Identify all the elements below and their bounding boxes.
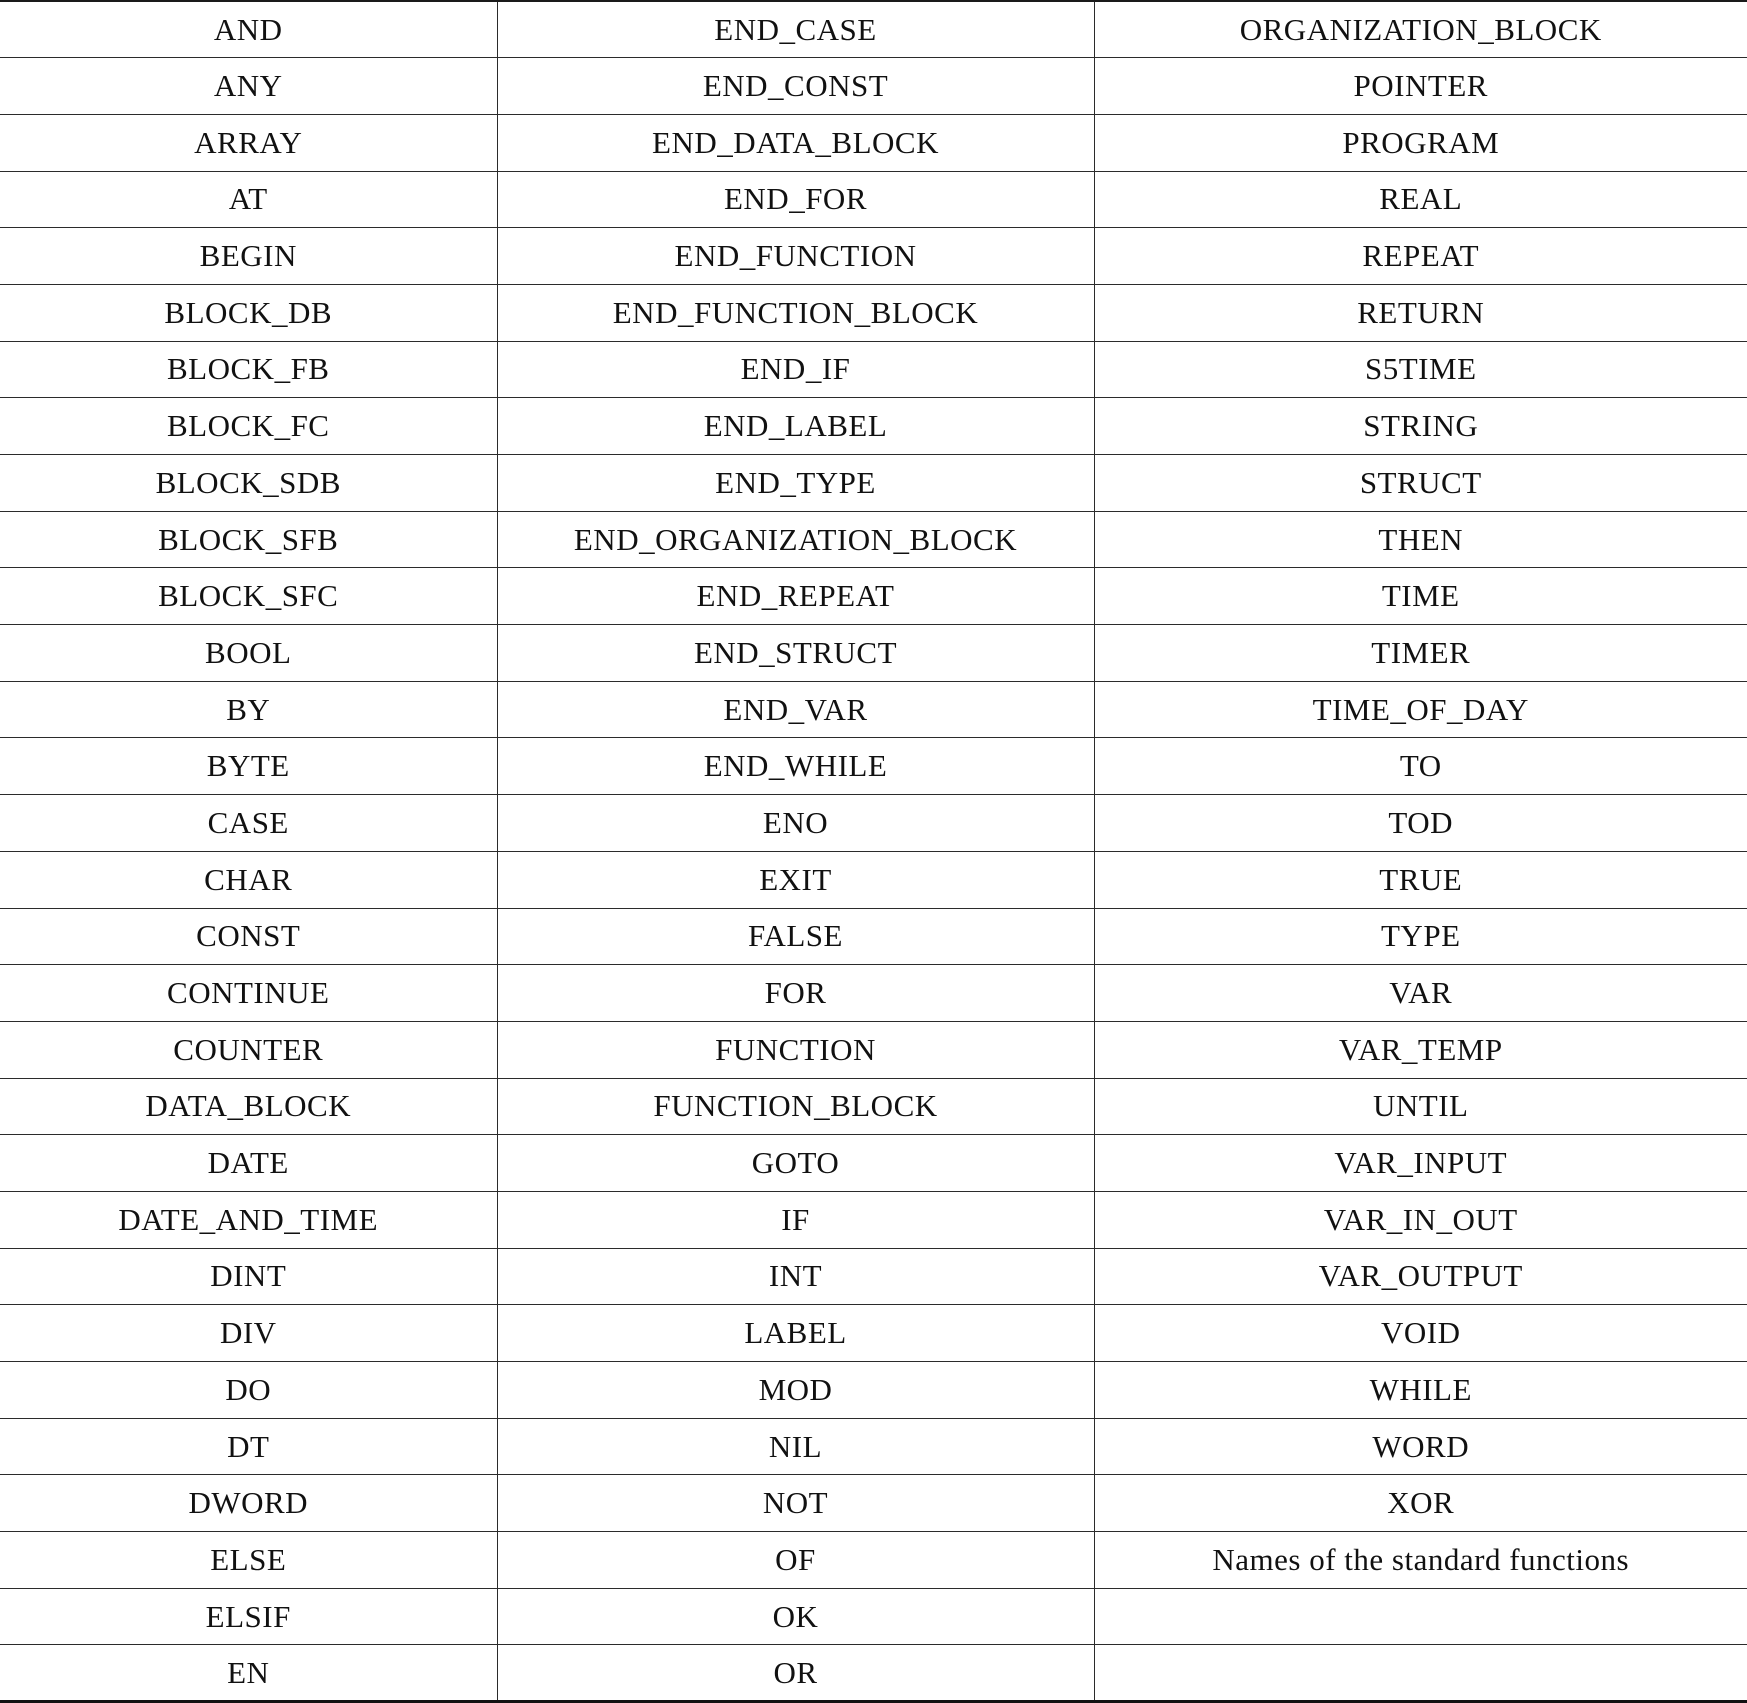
table-cell: BLOCK_DB	[0, 284, 497, 341]
table-cell: AT	[0, 171, 497, 228]
table-cell: DO	[0, 1362, 497, 1419]
keyword-table-body	[0, 1, 1747, 1702]
table-cell: END_FUNCTION_BLOCK	[497, 284, 1094, 341]
table-row	[0, 681, 1747, 738]
table-cell: CASE	[0, 795, 497, 852]
table-cell: FUNCTION_BLOCK	[497, 1078, 1094, 1135]
table-row	[0, 284, 1747, 341]
table-row	[0, 851, 1747, 908]
table-row	[0, 1305, 1747, 1362]
table-cell: OR	[497, 1645, 1094, 1702]
table-cell: COUNTER	[0, 1021, 497, 1078]
table-cell: TIMER	[1094, 625, 1747, 682]
table-cell: BEGIN	[0, 228, 497, 285]
table-cell: BLOCK_FC	[0, 398, 497, 455]
table-cell: VAR_OUTPUT	[1094, 1248, 1747, 1305]
table-cell: GOTO	[497, 1135, 1094, 1192]
table-cell: VAR_TEMP	[1094, 1021, 1747, 1078]
table-cell: END_DATA_BLOCK	[497, 114, 1094, 171]
table-cell: END_IF	[497, 341, 1094, 398]
table-cell: Names of the standard functions	[1094, 1532, 1747, 1589]
table-row	[0, 1418, 1747, 1475]
table-cell: BYTE	[0, 738, 497, 795]
table-row	[0, 341, 1747, 398]
table-cell: FOR	[497, 965, 1094, 1022]
table-cell: POINTER	[1094, 58, 1747, 115]
table-cell: UNTIL	[1094, 1078, 1747, 1135]
table-cell: TYPE	[1094, 908, 1747, 965]
table-cell: RETURN	[1094, 284, 1747, 341]
table-row	[0, 398, 1747, 455]
table-cell: END_FOR	[497, 171, 1094, 228]
table-row	[0, 738, 1747, 795]
table-row	[0, 1362, 1747, 1419]
table-cell: ORGANIZATION_BLOCK	[1094, 1, 1747, 58]
table-cell: BLOCK_SFC	[0, 568, 497, 625]
table-cell: OF	[497, 1532, 1094, 1589]
table-cell: DIV	[0, 1305, 497, 1362]
table-cell: AND	[0, 1, 497, 58]
table-row	[0, 1021, 1747, 1078]
table-cell: DATE_AND_TIME	[0, 1191, 497, 1248]
table-cell: XOR	[1094, 1475, 1747, 1532]
table-row	[0, 1475, 1747, 1532]
table-cell: REPEAT	[1094, 228, 1747, 285]
table-cell: WORD	[1094, 1418, 1747, 1475]
table-cell: END_LABEL	[497, 398, 1094, 455]
table-row	[0, 1532, 1747, 1589]
table-cell: END_ORGANIZATION_BLOCK	[497, 511, 1094, 568]
table-row	[0, 568, 1747, 625]
table-cell: TOD	[1094, 795, 1747, 852]
table-cell: STRING	[1094, 398, 1747, 455]
table-cell: DATE	[0, 1135, 497, 1192]
table-cell: TIME_OF_DAY	[1094, 681, 1747, 738]
table-cell: INT	[497, 1248, 1094, 1305]
table-cell: S5TIME	[1094, 341, 1747, 398]
table-row	[0, 1078, 1747, 1135]
table-cell: BOOL	[0, 625, 497, 682]
table-cell: DT	[0, 1418, 497, 1475]
table-cell: VOID	[1094, 1305, 1747, 1362]
table-cell: END_REPEAT	[497, 568, 1094, 625]
table-row	[0, 455, 1747, 512]
table-cell: VAR_INPUT	[1094, 1135, 1747, 1192]
table-cell: DATA_BLOCK	[0, 1078, 497, 1135]
table-cell: ARRAY	[0, 114, 497, 171]
table-cell: REAL	[1094, 171, 1747, 228]
table-cell: STRUCT	[1094, 455, 1747, 512]
table-cell: BLOCK_FB	[0, 341, 497, 398]
table-cell: NOT	[497, 1475, 1094, 1532]
table-cell: ENO	[497, 795, 1094, 852]
table-cell: FUNCTION	[497, 1021, 1094, 1078]
table-cell: TIME	[1094, 568, 1747, 625]
table-row	[0, 114, 1747, 171]
table-row	[0, 795, 1747, 852]
table-cell	[1094, 1588, 1747, 1645]
table-cell: EXIT	[497, 851, 1094, 908]
table-row	[0, 908, 1747, 965]
table-cell: ELSE	[0, 1532, 497, 1589]
table-cell: BLOCK_SFB	[0, 511, 497, 568]
table-row	[0, 1, 1747, 58]
table-row	[0, 1191, 1747, 1248]
table-row	[0, 228, 1747, 285]
table-row	[0, 625, 1747, 682]
table-cell: ELSIF	[0, 1588, 497, 1645]
table-cell: VAR	[1094, 965, 1747, 1022]
table-row	[0, 511, 1747, 568]
table-cell: ANY	[0, 58, 497, 115]
table-cell: DINT	[0, 1248, 497, 1305]
table-cell: VAR_IN_OUT	[1094, 1191, 1747, 1248]
table-cell: PROGRAM	[1094, 114, 1747, 171]
table-cell: CONTINUE	[0, 965, 497, 1022]
table-row	[0, 1588, 1747, 1645]
table-cell: END_CONST	[497, 58, 1094, 115]
table-row	[0, 171, 1747, 228]
table-row	[0, 1645, 1747, 1702]
table-cell: NIL	[497, 1418, 1094, 1475]
table-cell: END_STRUCT	[497, 625, 1094, 682]
table-cell: FALSE	[497, 908, 1094, 965]
table-cell: BY	[0, 681, 497, 738]
table-cell	[1094, 1645, 1747, 1702]
table-cell: END_TYPE	[497, 455, 1094, 512]
table-row	[0, 1248, 1747, 1305]
table-cell: LABEL	[497, 1305, 1094, 1362]
table-cell: END_VAR	[497, 681, 1094, 738]
table-cell: CHAR	[0, 851, 497, 908]
table-cell: BLOCK_SDB	[0, 455, 497, 512]
table-cell: DWORD	[0, 1475, 497, 1532]
table-cell: TO	[1094, 738, 1747, 795]
table-cell: EN	[0, 1645, 497, 1702]
table-cell: END_WHILE	[497, 738, 1094, 795]
table-cell: END_FUNCTION	[497, 228, 1094, 285]
table-cell: TRUE	[1094, 851, 1747, 908]
table-cell: END_CASE	[497, 1, 1094, 58]
table-cell: THEN	[1094, 511, 1747, 568]
table-cell: CONST	[0, 908, 497, 965]
table-cell: MOD	[497, 1362, 1094, 1419]
table-row	[0, 965, 1747, 1022]
table-cell: IF	[497, 1191, 1094, 1248]
table-cell: WHILE	[1094, 1362, 1747, 1419]
table-row	[0, 58, 1747, 115]
table-cell: OK	[497, 1588, 1094, 1645]
table-row	[0, 1135, 1747, 1192]
